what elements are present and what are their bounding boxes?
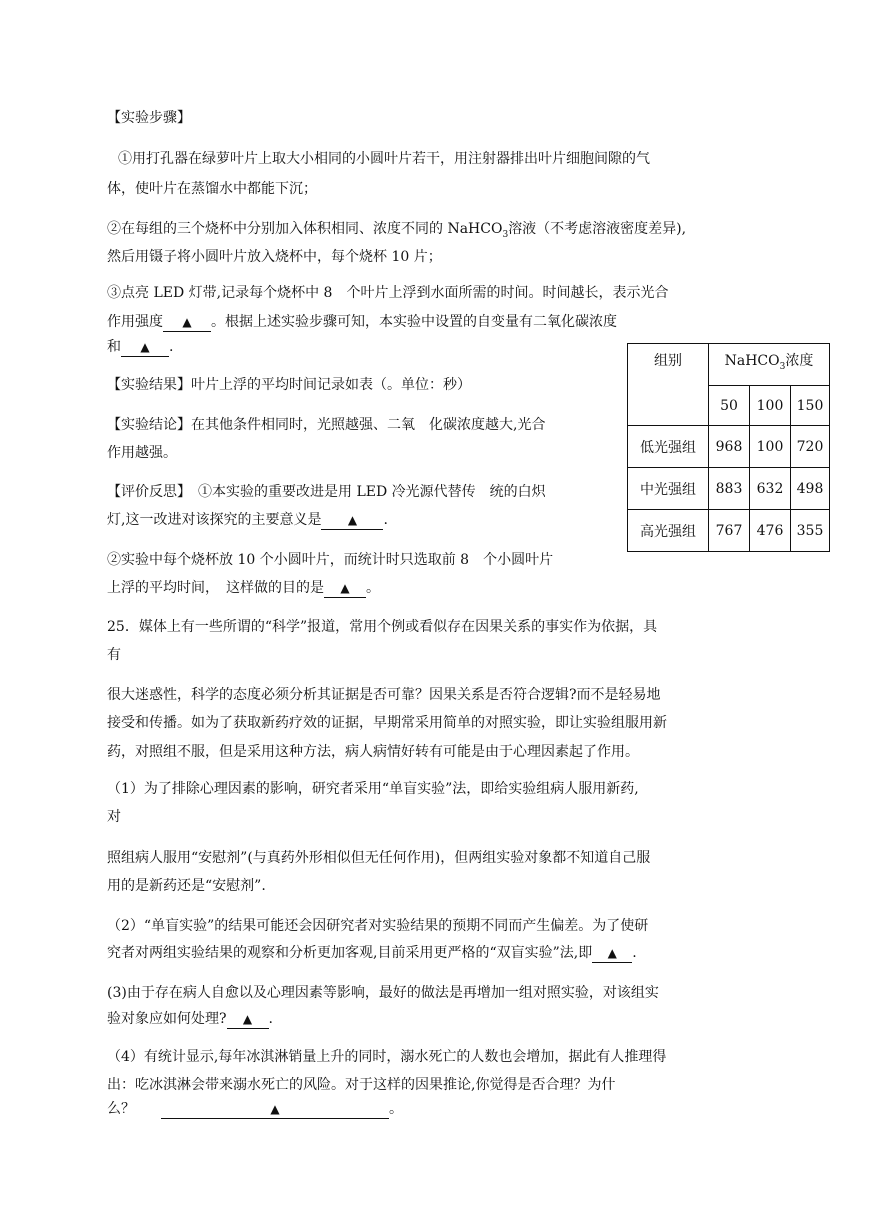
table-conc-150: 150 — [791, 386, 830, 426]
q25-part3-line2 — [107, 1004, 273, 1034]
experiment-result: 【实验结果】叶片上浮的平均时间记录如表（。单位：秒） — [107, 377, 471, 393]
step2-line2: 然后用镊子将小圆叶片放入烧杯中，每个烧杯 10 片； — [107, 249, 442, 265]
step2-subscript: 3 — [502, 229, 509, 240]
table-cell: 883 — [709, 468, 750, 510]
conclusion-line1: 【实验结论】在其他条件相同时，光照越强、二氧 化碳浓度越大,光合 — [107, 417, 546, 433]
answer-blank-7[interactable] — [161, 1100, 389, 1119]
step3-line3 — [107, 332, 173, 362]
experiment-steps-heading: 【实验步骤】 — [107, 110, 191, 126]
table-cell: 968 — [709, 426, 750, 468]
q25-part2-text-b: . — [632, 945, 637, 961]
answer-blank-5[interactable] — [592, 944, 632, 963]
table-row — [628, 510, 830, 552]
q25-part4-line2: 出：吃冰淇淋会带来溺水死亡的风险。对于这样的因果推论,你觉得是否合理？为什 — [107, 1077, 616, 1093]
table-cell: 720 — [791, 426, 830, 468]
step3-text-b: 。根据上述实验步骤可知，本实验中设置的自变量有二氧化碳浓度 — [211, 314, 617, 330]
reflection-line2 — [107, 505, 388, 535]
table-header-group: 组别 — [628, 344, 709, 426]
answer-blank-3[interactable] — [321, 511, 383, 530]
q25-part3-text-b: . — [268, 1011, 273, 1027]
table-row-label: 高光强组 — [628, 510, 709, 552]
step3-line1: ③点亮 LED 灯带,记录每个烧杯中 8 个叶片上浮到水面所需的时间。时间越长，表示光合 — [107, 285, 669, 301]
table-cell: 632 — [750, 468, 791, 510]
step2-text-b: 溶液（不考虑溶液密度差异), — [508, 221, 687, 237]
q25-part1-line3: 照组病人服用“安慰剂”(与真药外形相似但无任何作用)，但两组实验对象都不知道自己服 — [107, 850, 651, 866]
answer-blank-6[interactable] — [227, 1010, 269, 1029]
q25-intro-line1: 25．媒体上有一些所谓的“科学”报道，常用个例或看似存在因果关系的事实作为依据，具 — [107, 619, 658, 635]
q25-part3-line1: (3)由于存在病人自愈以及心理因素等影响，最好的做法是再增加一组对照实验，对该组实 — [107, 985, 659, 1001]
q25-part3-text-a: 验对象应如何处理? — [107, 1011, 227, 1027]
q25-intro-line3: 很大迷惑性，科学的态度必须分析其证据是否可靠？因果关系是否符合逻辑?而不是轻易地 — [107, 687, 661, 703]
table-cell: 476 — [750, 510, 791, 552]
q25-part1-line1: （1）为了排除心理因素的影响，研究者采用“单盲实验”法，即给实验组病人服用新药, — [107, 781, 639, 797]
q25-part1-line4: 用的是新药还是“安慰剂”. — [107, 878, 266, 894]
table-cell: 498 — [791, 468, 830, 510]
answer-blank-4[interactable] — [324, 579, 366, 598]
reflection2-line2 — [107, 573, 380, 603]
reflection2-text-b: 。 — [366, 580, 380, 596]
triangle-icon: ▲ — [140, 340, 150, 354]
step2-text-a: ②在每组的三个烧杯中分别加入体积相同、浓度不同的 NaHCO — [107, 221, 503, 237]
q25-part2-line1: （2）“单盲实验”的结果可能还会因研究者对实验结果的预期不同而产生偏差。为了使研 — [107, 918, 649, 934]
reflection2-text-a: 上浮的平均时间， 这样做的目的是 — [107, 580, 324, 596]
triangle-icon: ▲ — [182, 315, 192, 329]
triangle-icon: ▲ — [242, 1012, 253, 1026]
conclusion-line2: 作用越强。 — [107, 445, 177, 461]
reflection2-line1: ②实验中每个烧杯放 10 个小圆叶片，而统计时只选取前 8 个小圆叶片 — [107, 552, 554, 568]
q25-part2-text-a: 究者对两组实验结果的观察和分析更加客观,目前采用更严格的“双盲实验”法,即 — [107, 945, 593, 961]
answer-blank-1[interactable] — [163, 313, 211, 332]
step3-text-d: . — [169, 339, 174, 355]
q25-part4-text-b: 。 — [389, 1101, 403, 1117]
q25-part4-line3 — [107, 1094, 403, 1124]
triangle-icon: ▲ — [340, 581, 350, 595]
table-row-label: 中光强组 — [628, 468, 709, 510]
triangle-icon: ▲ — [347, 513, 358, 527]
table-row — [628, 468, 830, 510]
reflection-line1: 【评价反思】 ①本实验的重要改进是用 LED 冷光源代替传 统的白炽 — [107, 484, 546, 500]
q25-part4-line1: （4）有统计显示,每年冰淇淋销量上升的同时，溺水死亡的人数也会增加，据此有人推理得 — [107, 1049, 667, 1065]
q25-intro-line4: 接受和传播。如为了获取新药疗效的证据，早期常采用简单的对照实验，即让实验组服用新 — [107, 715, 667, 731]
q25-intro-line2: 有 — [107, 647, 121, 663]
table-cell: 100 — [750, 426, 791, 468]
answer-blank-2[interactable] — [121, 338, 169, 357]
triangle-icon: ▲ — [270, 1102, 280, 1116]
table-cell: 767 — [709, 510, 750, 552]
table-conc-50: 50 — [709, 386, 750, 426]
q25-part2-line2 — [107, 938, 637, 968]
table-conc-100: 100 — [750, 386, 791, 426]
step1-line1: ①用打孔器在绿萝叶片上取大小相同的小圆叶片若干，用注射器排出叶片细胞间隙的气 — [118, 151, 650, 167]
step3-text-c: 和 — [107, 339, 121, 355]
reflection-text-a: 灯,这一改进对该探究的主要意义是 — [107, 512, 322, 528]
q25-part4-text-a: 么？ — [107, 1101, 135, 1117]
triangle-icon: ▲ — [607, 946, 617, 960]
table-cell: 355 — [791, 510, 830, 552]
step3-line2 — [107, 307, 617, 337]
table-header-concentration: NaHCO$_3$浓度 — [709, 344, 830, 386]
q25-intro-line5: 药，对照组不服，但是采用这种方法，病人病情好转有可能是由于心理因素起了作用。 — [107, 744, 639, 760]
table-row-label: 低光强组 — [628, 426, 709, 468]
q25-part1-line2: 对 — [107, 809, 121, 825]
table-row — [628, 426, 830, 468]
step3-text-a: 作用强度 — [107, 314, 163, 330]
reflection-text-b: . — [383, 512, 388, 528]
results-table — [627, 343, 830, 552]
step1-line2: 体，使叶片在蒸馏水中都能下沉； — [107, 181, 317, 197]
